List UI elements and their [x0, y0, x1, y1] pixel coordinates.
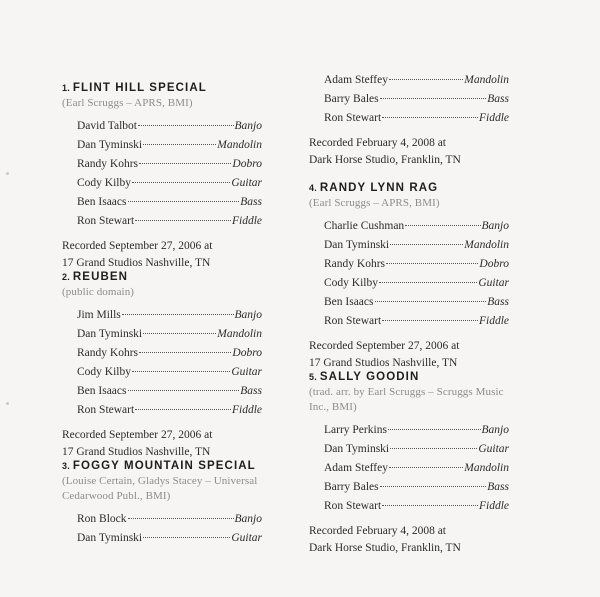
personnel-row: [77, 155, 262, 174]
leader-dots: [135, 220, 231, 221]
studio-location: Dark Horse Studio, Franklin, TN: [309, 542, 461, 554]
personnel-row: [324, 421, 509, 440]
leader-dots: [405, 225, 480, 226]
track-2: [62, 269, 274, 461]
leader-dots: [132, 182, 230, 183]
musician-name: Dan Tyminski: [77, 139, 143, 151]
personnel-list: [77, 117, 262, 231]
track-title: [309, 180, 521, 196]
leader-dots: [132, 371, 230, 372]
leader-dots: [389, 467, 463, 468]
personnel-row: [324, 459, 509, 478]
track-3-continued: [309, 71, 521, 169]
recording-info: [309, 135, 521, 169]
recording-info: [62, 238, 274, 272]
personnel-row: [324, 255, 509, 274]
leader-dots: [128, 518, 234, 519]
recorded-date: Recorded February 4, 2008 at: [309, 137, 447, 149]
personnel-row: [77, 382, 262, 401]
leader-dots: [390, 448, 477, 449]
musician-name: Ron Block: [77, 513, 127, 525]
track-name: FLINT HILL SPECIAL: [72, 82, 207, 94]
recorded-date: Recorded September 27, 2006 at: [62, 429, 213, 441]
musician-name: Ron Stewart: [77, 215, 135, 227]
personnel-row: [77, 325, 262, 344]
instrument: Banjo: [234, 513, 262, 525]
instrument: Banjo: [234, 309, 262, 321]
leader-dots: [388, 429, 481, 430]
instrument: Banjo: [481, 220, 509, 232]
instrument: Guitar: [231, 177, 262, 189]
personnel-row: [324, 109, 509, 128]
leader-dots: [380, 486, 487, 487]
musician-name: Barry Bales: [324, 93, 379, 105]
musician-name: Jim Mills: [77, 309, 121, 321]
personnel-row: [324, 497, 509, 516]
track-4: [309, 180, 521, 372]
leader-dots: [380, 98, 487, 99]
personnel-row: [77, 510, 262, 529]
recording-info: [309, 338, 521, 372]
musician-name: Ron Stewart: [77, 404, 135, 416]
personnel-list: [324, 421, 509, 516]
instrument: Mandolin: [464, 239, 509, 251]
studio-location: Dark Horse Studio, Franklin, TN: [309, 154, 461, 166]
personnel-row: [77, 306, 262, 325]
leader-dots: [143, 333, 216, 334]
musician-name: Ben Isaacs: [324, 296, 374, 308]
instrument: Dobro: [232, 158, 262, 170]
instrument: Fiddle: [231, 215, 262, 227]
leader-dots: [390, 244, 463, 245]
leader-dots: [382, 117, 478, 118]
leader-dots: [139, 163, 231, 164]
track-name: REUBEN: [72, 271, 129, 283]
recorded-date: Recorded February 4, 2008 at: [309, 525, 447, 537]
musician-name: Dan Tyminski: [324, 443, 390, 455]
leader-dots: [122, 314, 234, 315]
studio-location: 17 Grand Studios Nashville, TN: [62, 446, 211, 458]
musician-name: Cody Kilby: [324, 277, 378, 289]
track-number: 1.: [62, 83, 70, 93]
musician-name: Ben Isaacs: [77, 196, 127, 208]
instrument: Banjo: [481, 424, 509, 436]
musician-name: Dan Tyminski: [324, 239, 390, 251]
track-name: SALLY GOODIN: [319, 371, 420, 383]
musician-name: Ron Stewart: [324, 315, 382, 327]
leader-dots: [386, 263, 478, 264]
track-credit: (Earl Scruggs – APRS, BMI): [309, 197, 440, 209]
instrument: Guitar: [478, 277, 509, 289]
personnel-row: [77, 363, 262, 382]
instrument: Fiddle: [478, 500, 509, 512]
track-5: [309, 369, 521, 557]
personnel-row: [77, 344, 262, 363]
studio-location: 17 Grand Studios Nashville, TN: [309, 357, 458, 369]
musician-name: Dan Tyminski: [77, 328, 143, 340]
scan-mark: [6, 172, 9, 175]
leader-dots: [139, 352, 231, 353]
instrument: Bass: [487, 481, 509, 493]
track-title: [62, 269, 274, 285]
personnel-list: [324, 217, 509, 331]
leader-dots: [128, 201, 240, 202]
recording-info: [309, 523, 521, 557]
track-name: RANDY LYNN RAG: [319, 182, 439, 194]
leader-dots: [143, 144, 216, 145]
personnel-row: [324, 71, 509, 90]
musician-name: Randy Kohrs: [77, 347, 139, 359]
track-title: [62, 458, 274, 474]
track-name: FOGGY MOUNTAIN SPECIAL: [72, 460, 256, 472]
musician-name: Ben Isaacs: [77, 385, 127, 397]
track-number: 5.: [309, 372, 317, 382]
personnel-row: [77, 174, 262, 193]
track-credit: (public domain): [62, 286, 135, 298]
personnel-list: [77, 306, 262, 420]
track-number: 3.: [62, 461, 70, 471]
musician-name: Charlie Cushman: [324, 220, 405, 232]
musician-name: Adam Steffey: [324, 462, 388, 474]
personnel-row: [324, 478, 509, 497]
musician-name: Dan Tyminski: [77, 532, 143, 544]
instrument: Fiddle: [478, 315, 509, 327]
track-credit: (Louise Certain, Gladys Stacey – Universal Cedarwood Publ., BMI): [62, 475, 258, 502]
instrument: Guitar: [231, 366, 262, 378]
personnel-row: [324, 217, 509, 236]
instrument: Mandolin: [464, 462, 509, 474]
track-number: 2.: [62, 272, 70, 282]
track-title: [309, 369, 521, 385]
musician-name: David Talbot: [77, 120, 137, 132]
recording-info: [62, 427, 274, 461]
musician-name: Barry Bales: [324, 481, 379, 493]
track-number: 4.: [309, 183, 317, 193]
musician-name: Larry Perkins: [324, 424, 387, 436]
personnel-row: [77, 136, 262, 155]
instrument: Mandolin: [217, 328, 262, 340]
musician-name: Adam Steffey: [324, 74, 388, 86]
track-credit: (Earl Scruggs – APRS, BMI): [62, 97, 193, 109]
leader-dots: [382, 320, 478, 321]
instrument: Dobro: [479, 258, 509, 270]
instrument: Mandolin: [464, 74, 509, 86]
instrument: Bass: [240, 196, 262, 208]
instrument: Guitar: [231, 532, 262, 544]
instrument: Banjo: [234, 120, 262, 132]
personnel-row: [324, 90, 509, 109]
studio-location: 17 Grand Studios Nashville, TN: [62, 257, 211, 269]
personnel-row: [324, 236, 509, 255]
personnel-row: [324, 293, 509, 312]
personnel-row: [77, 193, 262, 212]
scan-mark: [6, 402, 9, 405]
leader-dots: [382, 505, 478, 506]
leader-dots: [389, 79, 463, 80]
track-title: [62, 80, 274, 96]
musician-name: Ron Stewart: [324, 500, 382, 512]
personnel-list: [324, 71, 509, 128]
instrument: Dobro: [232, 347, 262, 359]
musician-name: Cody Kilby: [77, 177, 131, 189]
musician-name: Randy Kohrs: [77, 158, 139, 170]
leader-dots: [143, 537, 230, 538]
leader-dots: [375, 301, 487, 302]
leader-dots: [135, 409, 231, 410]
personnel-row: [77, 529, 262, 548]
personnel-row: [324, 312, 509, 331]
personnel-list: [77, 510, 262, 548]
leader-dots: [128, 390, 240, 391]
instrument: Mandolin: [217, 139, 262, 151]
personnel-row: [77, 401, 262, 420]
personnel-row: [77, 117, 262, 136]
instrument: Fiddle: [478, 112, 509, 124]
instrument: Guitar: [478, 443, 509, 455]
musician-name: Cody Kilby: [77, 366, 131, 378]
recorded-date: Recorded September 27, 2006 at: [62, 240, 213, 252]
instrument: Fiddle: [231, 404, 262, 416]
instrument: Bass: [487, 93, 509, 105]
track-credit: (trad. arr. by Earl Scruggs – Scruggs Music Inc., BMI): [309, 386, 504, 413]
track-3: [62, 458, 274, 548]
track-1: [62, 80, 274, 272]
leader-dots: [379, 282, 477, 283]
recorded-date: Recorded September 27, 2006 at: [309, 340, 460, 352]
leader-dots: [138, 125, 234, 126]
personnel-row: [324, 274, 509, 293]
musician-name: Ron Stewart: [324, 112, 382, 124]
musician-name: Randy Kohrs: [324, 258, 386, 270]
instrument: Bass: [487, 296, 509, 308]
instrument: Bass: [240, 385, 262, 397]
personnel-row: [324, 440, 509, 459]
personnel-row: [77, 212, 262, 231]
